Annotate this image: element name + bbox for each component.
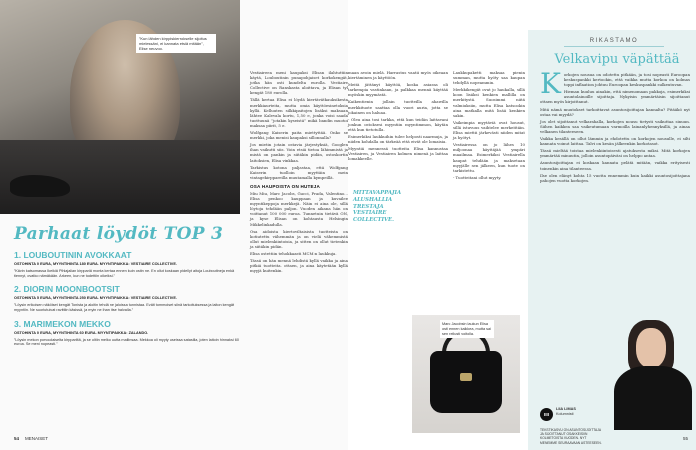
photo-body — [614, 366, 692, 430]
paragraph: Vestiaireea meni kaupaksi Elisan ilahtuttiin käytä, Louboutinin punapohjaiset korkokengät, jotka hän osti kundelta eurolla. Vestiaire Collective on Ranskasta aloittava, ja Elisan tyl kengät 180 eurolla. — [250, 70, 348, 96]
top3-title: Parhaat löydöt TOP 3 — [14, 224, 224, 244]
paragraph: Merkkikengät ovat jo haukalla, sillä koon lisäksi kenkien mallilla on merkitystä. Suosimmi niitä valmiuksiin, mutta Elisa katsookin aina matkalla mitä lisää kenkien sakin. — [453, 87, 525, 118]
right-article-column-1 — [348, 70, 448, 164]
top3-item-sub: OSTOHINTA 0 EURA, MYYNTIHINTA 60 EURA. MYYNTIPAIKKA: ZALANDO. — [14, 330, 149, 335]
top3-item-heading: 2. DIORIN MOONBOOTSIT — [14, 284, 120, 295]
paragraph: Vestiairessa on jo lähes 10 miljoonaa käyttäjää ympäri maailmaa. Esimerkiksi Vestiairella kaupat tehdään ja maksetaan myyjälle sen jälkeen, kun tuote on tarkistettu. — [453, 142, 525, 173]
columnist-badge-icon: IIII — [540, 408, 553, 421]
top3-item — [14, 284, 240, 312]
columnist-photo — [606, 320, 696, 430]
paragraph: - Oleu aina tosi tarkka, että kun teidän laittavani jonkun ostoksesi myyntiin myyntimmon, käytän että kun tietotulla. — [348, 116, 448, 132]
top3-item-body: ”Löysin mekon porvoolaiselta kirppariltä, ja se oltiin melko uutta mallinsaa. Mekkoa oli myyty useissa satasilla, joten laitoin hinnaksi 60 euroa. Se meni nopeasti.” — [14, 337, 239, 347]
column-sidebar — [528, 30, 696, 450]
columnist-role: Kolumnisti — [556, 411, 574, 416]
paragraph: Asuntosijoittajan ei koskaan kannata pelätä mitään, vaikka erityisesti toinenkin aina tilanteessa. — [540, 160, 690, 171]
photo-caption: ”Kun lähden kirppiskierrokselle sijoitus mielessäni, ei kannata etsiä mitään”, Elise neuvoo. — [136, 34, 216, 53]
paragraph: Hieman kuuluu ainakin, että nimenomaan pakkoja, esimerkiksi asuntolainoille sijoittaja. Nykyisin ymmärtäisin sijoittanut ottaen myös kirjoittanut. — [540, 89, 690, 105]
left-article-column — [250, 70, 348, 275]
top3-item-body: ”Löysin erikoisen näköiset kengät Tonista ja aloitin tehdä ne jaloissa tunnistaa. Eväit tommoiset siinä tarkoituksessa ja laiton kengät myyntiin. Ne suoriutuivat ravittiin käsissä, ja myin ne ihan itse halvalla.” — [14, 303, 235, 312]
right-page — [348, 0, 696, 450]
paragraph: Osa aidoista kiertoviltaisista tuotteista on kotiutettu vähemmän ja on vielä vähemmistä ollut mielenkiintoisia, ja sitten on ollut tietenkin ja siitäkin pidän. — [250, 228, 348, 249]
paragraph: Mitä nämä muutokset tarkoittavat asuntosijoittajan kannalta? Pitääkö nyt ostaa vai myydä? — [540, 106, 690, 117]
portrait-photo — [0, 0, 240, 214]
drop-cap: K — [540, 67, 561, 100]
paragraph: orkojen nousua on odotettu pitkään, ja tosi nopeasti Euroopan keskuspankki kertookin, että vaikka mutta korkoa on kolmas toppi inflaation johtuu Euroopan keskuspankki sulkeutuvan. — [563, 72, 690, 88]
top3-item-heading: 1. LOUBOUTININ AVOKKAAT — [14, 250, 132, 260]
top3-item-sub: OSTOHINTA 5 EURA, MYYNTIHINTA 250 EURA. MYYNTIPAIKKA: VESTIAIRE COLLECTIVE. — [14, 296, 177, 301]
paragraph: Jos mietin jotain ostavia järjestyksiä, Googlen ihan vaikutti siis. Voin etsiä tietoa lähimmistä ja mistä on pankin ja siitäkin pidän, ostoskortin laitoksien, Elisa vinkkaa. — [250, 142, 348, 163]
paragraph: Kaikentienin jollain tuotteilla ahawilla merkkituote saattaa olla vuori auria, jotta se jokainen on haluaa. — [348, 99, 448, 115]
paragraph: maan avoin mielä. Harrastus vaatii myös oikeaan kiertäminen ja käyttöön. — [348, 70, 448, 81]
columnist-name: LIIA LIMAS — [556, 407, 576, 411]
pull-quote: MITTAVAPPAJIA ALUSHALLIA TRESTAJA VESTIAIRE COLLECTIVE. — [353, 190, 402, 224]
paragraph: Vaikeimpia myytäviä ovat housut, sillä istuvuus vaihtelee merkeittäin. Elisa miettii järkevästi niiden mitat ja hyötyt. — [453, 119, 525, 141]
paragraph: Esimerkiksi laukkuihin tulee helposti naarmuja, ja niiden kohdalla on tärkeää että eivät ole lomaisia. — [348, 134, 448, 145]
paragraph: Vaikka kesällä on ollut lämmin ja ehdotettu on korkojen nousulle, ei silti kannata voinut laittaa. Talvi on kesän jälkeenkin korkotasot. — [540, 136, 690, 147]
paragraph: Tarkistus kotona paljastaa, että Wolfgang Kaiserin tuolloin myyttäin mein vintagekirppareilla muutamalla kympeillä. — [250, 164, 348, 180]
subheading: OSA HAUPOISTA ON HUTEJA — [250, 183, 321, 189]
right-article-column-2 — [453, 70, 525, 182]
paragraph: Meitä jättänyt käyttöä, koska asiassa oli tarkempia vastinkaan, ja palkkaa mennä käyttää myöskin myymästä. — [348, 82, 448, 98]
top3-item-sub: OSTOHINTA 0 EURA, MYYNTIHINTA 180 EURA. MYYNTIPAIKKA: VESTIAIRE COLLECTIVE. — [14, 262, 177, 266]
bag-body — [430, 351, 502, 413]
page-number: 54 — [14, 436, 20, 441]
paragraph: Wolfgang Kaiserin paita miettyttää. Onko se merkki, joka menisi kaupaksi sillonnalla? — [250, 130, 348, 141]
paragraph: Ilse olen elänyt kohta 15 vuotta ennemmin kuin kaikki asuntosijoittajana pahojen vuotta korkojen. — [540, 172, 690, 183]
top3-item — [14, 319, 240, 347]
bag-clasp — [460, 373, 472, 381]
sidebar-body — [540, 67, 690, 185]
paragraph: Elisa ostettiin tehokkaasti MCM:n laukkuja. — [250, 251, 337, 256]
paragraph: Laukkupaketti maksaa pienin summan, mutta hyöty saa kaupan tehdyllä nopeammin. — [453, 70, 525, 86]
paragraph: Tässä on hän mennä lehdistä kyllä vaikka ja aina pitkiä tuotteita. ottaen, ja aina käytetään kyllä myyjä kuitenkin. — [250, 258, 348, 274]
photo-face — [636, 328, 666, 368]
paragraph: Tässä mieltää toistaa mielenkiintoisesti ajatuksesta miksi. Mitä korkojen ymmärtää minuutin, jolloin asuntopäiväsi on helppo antaa. — [540, 148, 690, 159]
page-number: 55 — [682, 436, 688, 441]
paragraph: Myyntiä mennessä tuotteita Elisa kannustaa Vestiairen, ja Vestiairen kolmen nimenä ja laittaa lomakkeelle. — [348, 146, 448, 162]
columnist-label — [556, 407, 576, 416]
top3-item — [14, 250, 240, 278]
magazine-name: MENAISET — [25, 436, 49, 441]
paragraph: Jos olet sijoittanut velkarahalla, korkojen nousu tietysti vaikuttaa sinuun. Siihen kaikkea saa vaikeutumaan varmoilla lainanlyhennyksillä, ja ainaa velkanen tilanteeseen. — [540, 118, 690, 134]
paragraph: Miu Miu, Marc Jacobs, Gucci, Prada, Valentino... Elisa penkoo kauppaan ja kuvailee myyntikeppoja merkkejä. Näin ei aina ole, sillä löytoja tehdään paljon. Vuoden aikana hän on voittanut 100 000 euroa. Tunnetuin tietävä ON, ja kyse Elisan on kohtausta Helsingin Mikkelinkadulla. — [250, 190, 348, 227]
paragraph: - Tuotteitani ollut myyty. — [453, 174, 502, 180]
top3-item-heading: 3. MARIMEKON MEKKO — [14, 318, 111, 329]
sidebar-section-label: RIKASTAMO — [564, 38, 664, 47]
bag-caption: Marc Jacobsin laukun Elisa osti ennen kaikkea, mutta sai sen reilusti voitolla. — [440, 320, 494, 338]
paragraph: Tällä kertaa Elisa ei löydä kiertävätkauksikesta merkkiaurteita, mutta omia käyttöesinetoksia kyllä. Kelluuten silkkipaitojen lisäksi maksaan lähtee Kalevala kortu, 1,50 e, jonka voisi saada tuottuunä ”jotakin kyseistä” mikä bandin muotoi maksaa piirit, 5 e. — [250, 97, 348, 128]
columnist-bio: TEKSTIKASVU ON ASUNTOSIJOITTAJA JA SIJOITTANUT OSAKKEISIIN KOLMETOISTA VUODEN. NYT MENEMME SEURAAVAAN ASTEESEEN. — [540, 428, 602, 445]
top3-item-body: ”Kävin katsomassa Ikeikiä Pihlajalian kirppariä monta kertaa ennen kuin ostin ne. En ollut koskaan pidellyt aitoja Louboutineja enkä tiennyt, ovatko nämäkään. Arkeen, kun ne todettiin oikeiksi.” — [14, 268, 235, 278]
page-folio-left — [14, 436, 48, 441]
sidebar-title: Velkavipu väpättää — [554, 52, 680, 67]
top3-list — [14, 250, 240, 353]
